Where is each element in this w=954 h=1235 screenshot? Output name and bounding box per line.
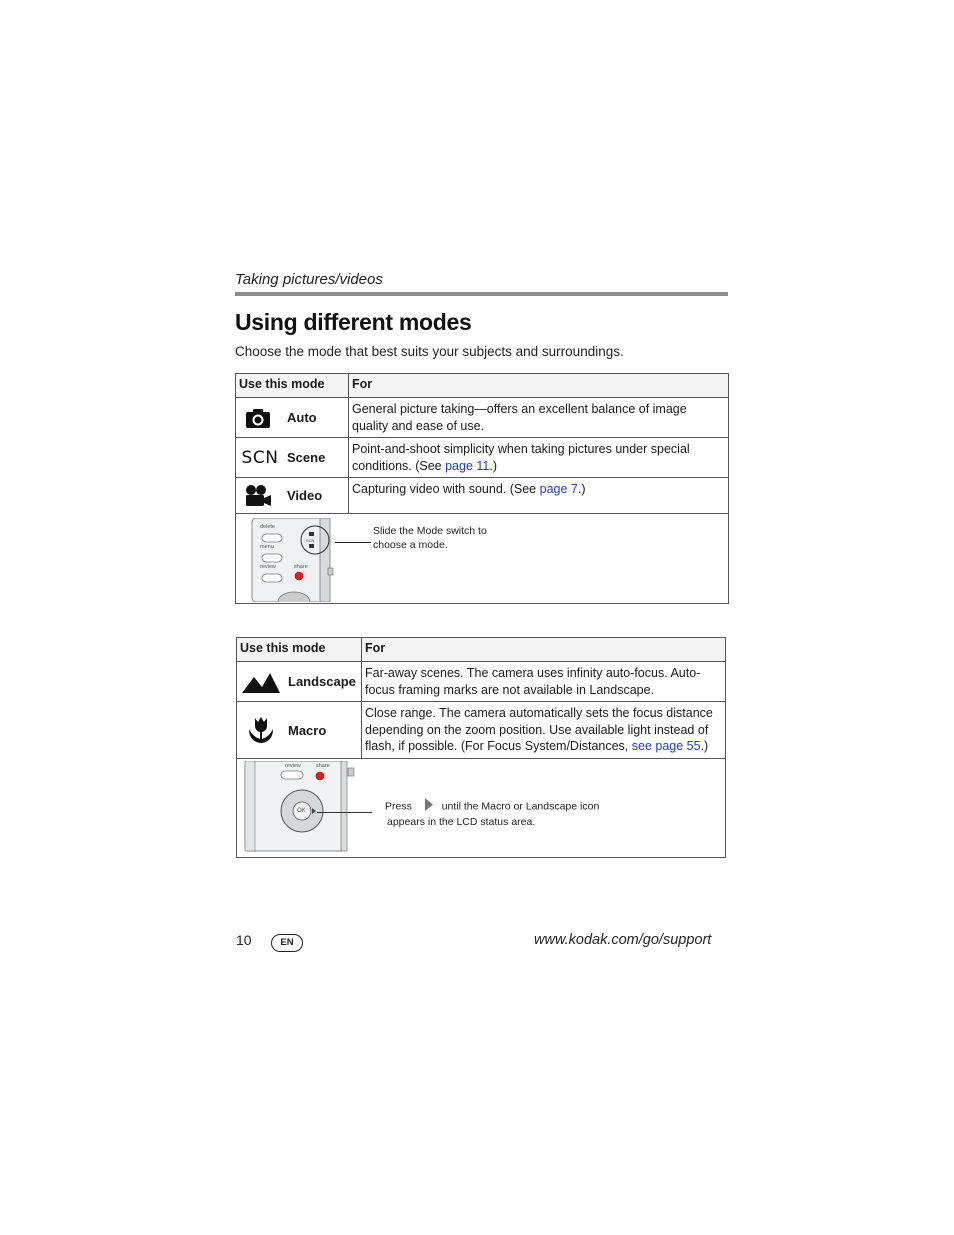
support-url[interactable]: www.kodak.com/go/support [534, 932, 712, 948]
mode-name-landscape: Landscape [288, 674, 356, 689]
table-row [237, 662, 726, 702]
macro-button-callout: Press until the Macro or Landscape icon appears in the LCD status area. [385, 798, 599, 829]
col-header-for: For [362, 638, 726, 662]
modes-table-2 [236, 637, 726, 858]
mode-name-auto: Auto [287, 410, 317, 425]
review-button-label: review [260, 564, 276, 570]
page-title: Using different modes [235, 309, 472, 335]
section-label: Taking pictures/videos [235, 271, 383, 288]
callout-line [335, 542, 371, 543]
mode-name-macro: Macro [288, 722, 327, 738]
review-button-label: review [285, 763, 301, 769]
macro-flower-icon [240, 715, 282, 745]
table-row [236, 478, 729, 514]
mode-switch-illustration [236, 514, 728, 603]
table-row [236, 438, 729, 478]
mode-name-scene: Scene [287, 450, 326, 465]
table-row [236, 514, 729, 604]
video-camera-icon [239, 484, 277, 508]
menu-button-label: menu [260, 544, 274, 550]
mode-desc-video: Capturing video with sound. (See page 7.) [349, 478, 729, 514]
modes-table-1 [235, 373, 729, 604]
language-badge: EN [271, 934, 303, 952]
col-header-mode: Use this mode [236, 374, 349, 398]
mode-desc-landscape: Far-away scenes. The camera uses infinity auto-focus. Auto-focus framing marks are not available in Landscape. [362, 662, 726, 702]
delete-button-label: delete [260, 524, 275, 530]
mode-switch-callout: Slide the Mode switch to choose a mode. [373, 525, 487, 551]
macro-button-illustration [237, 759, 725, 857]
page-link[interactable]: see page 55 [631, 739, 701, 753]
callout-line [317, 812, 372, 813]
scn-switch-label: SCN [306, 538, 315, 543]
mode-desc-auto: General picture taking—offers an excellent balance of image quality and ease of use. [349, 398, 729, 438]
share-button-label: share [316, 763, 330, 769]
table-row [237, 759, 726, 858]
table-row [236, 398, 729, 438]
camera-icon [239, 407, 277, 429]
page-link[interactable]: page 11 [445, 458, 490, 473]
mode-desc-scene: Point-and-shoot simplicity when taking pictures under special conditions. (See page 11.) [349, 438, 729, 478]
ok-button-label: OK [297, 808, 306, 814]
mode-desc-macro: Close range. The camera automatically sets the focus distance depending on the zoom position. Use available light instead of flash, if possible. (For Focus System/Distances, see page 55.) [362, 702, 726, 759]
page-number: 10 [236, 932, 252, 948]
table-row [237, 702, 726, 759]
scn-icon: SCN [241, 447, 279, 468]
mode-name-video: Video [287, 488, 323, 503]
header-rule [235, 292, 728, 296]
camera-back-illustration [250, 518, 360, 602]
share-button-label: share [294, 564, 308, 570]
right-arrow-icon [425, 798, 433, 815]
intro-text: Choose the mode that best suits your subjects and surroundings. [235, 344, 624, 359]
col-header-mode: Use this mode [237, 638, 362, 662]
col-header-for: For [349, 374, 729, 398]
landscape-mountain-icon [240, 671, 282, 693]
page-link[interactable]: page 7 [539, 482, 578, 496]
